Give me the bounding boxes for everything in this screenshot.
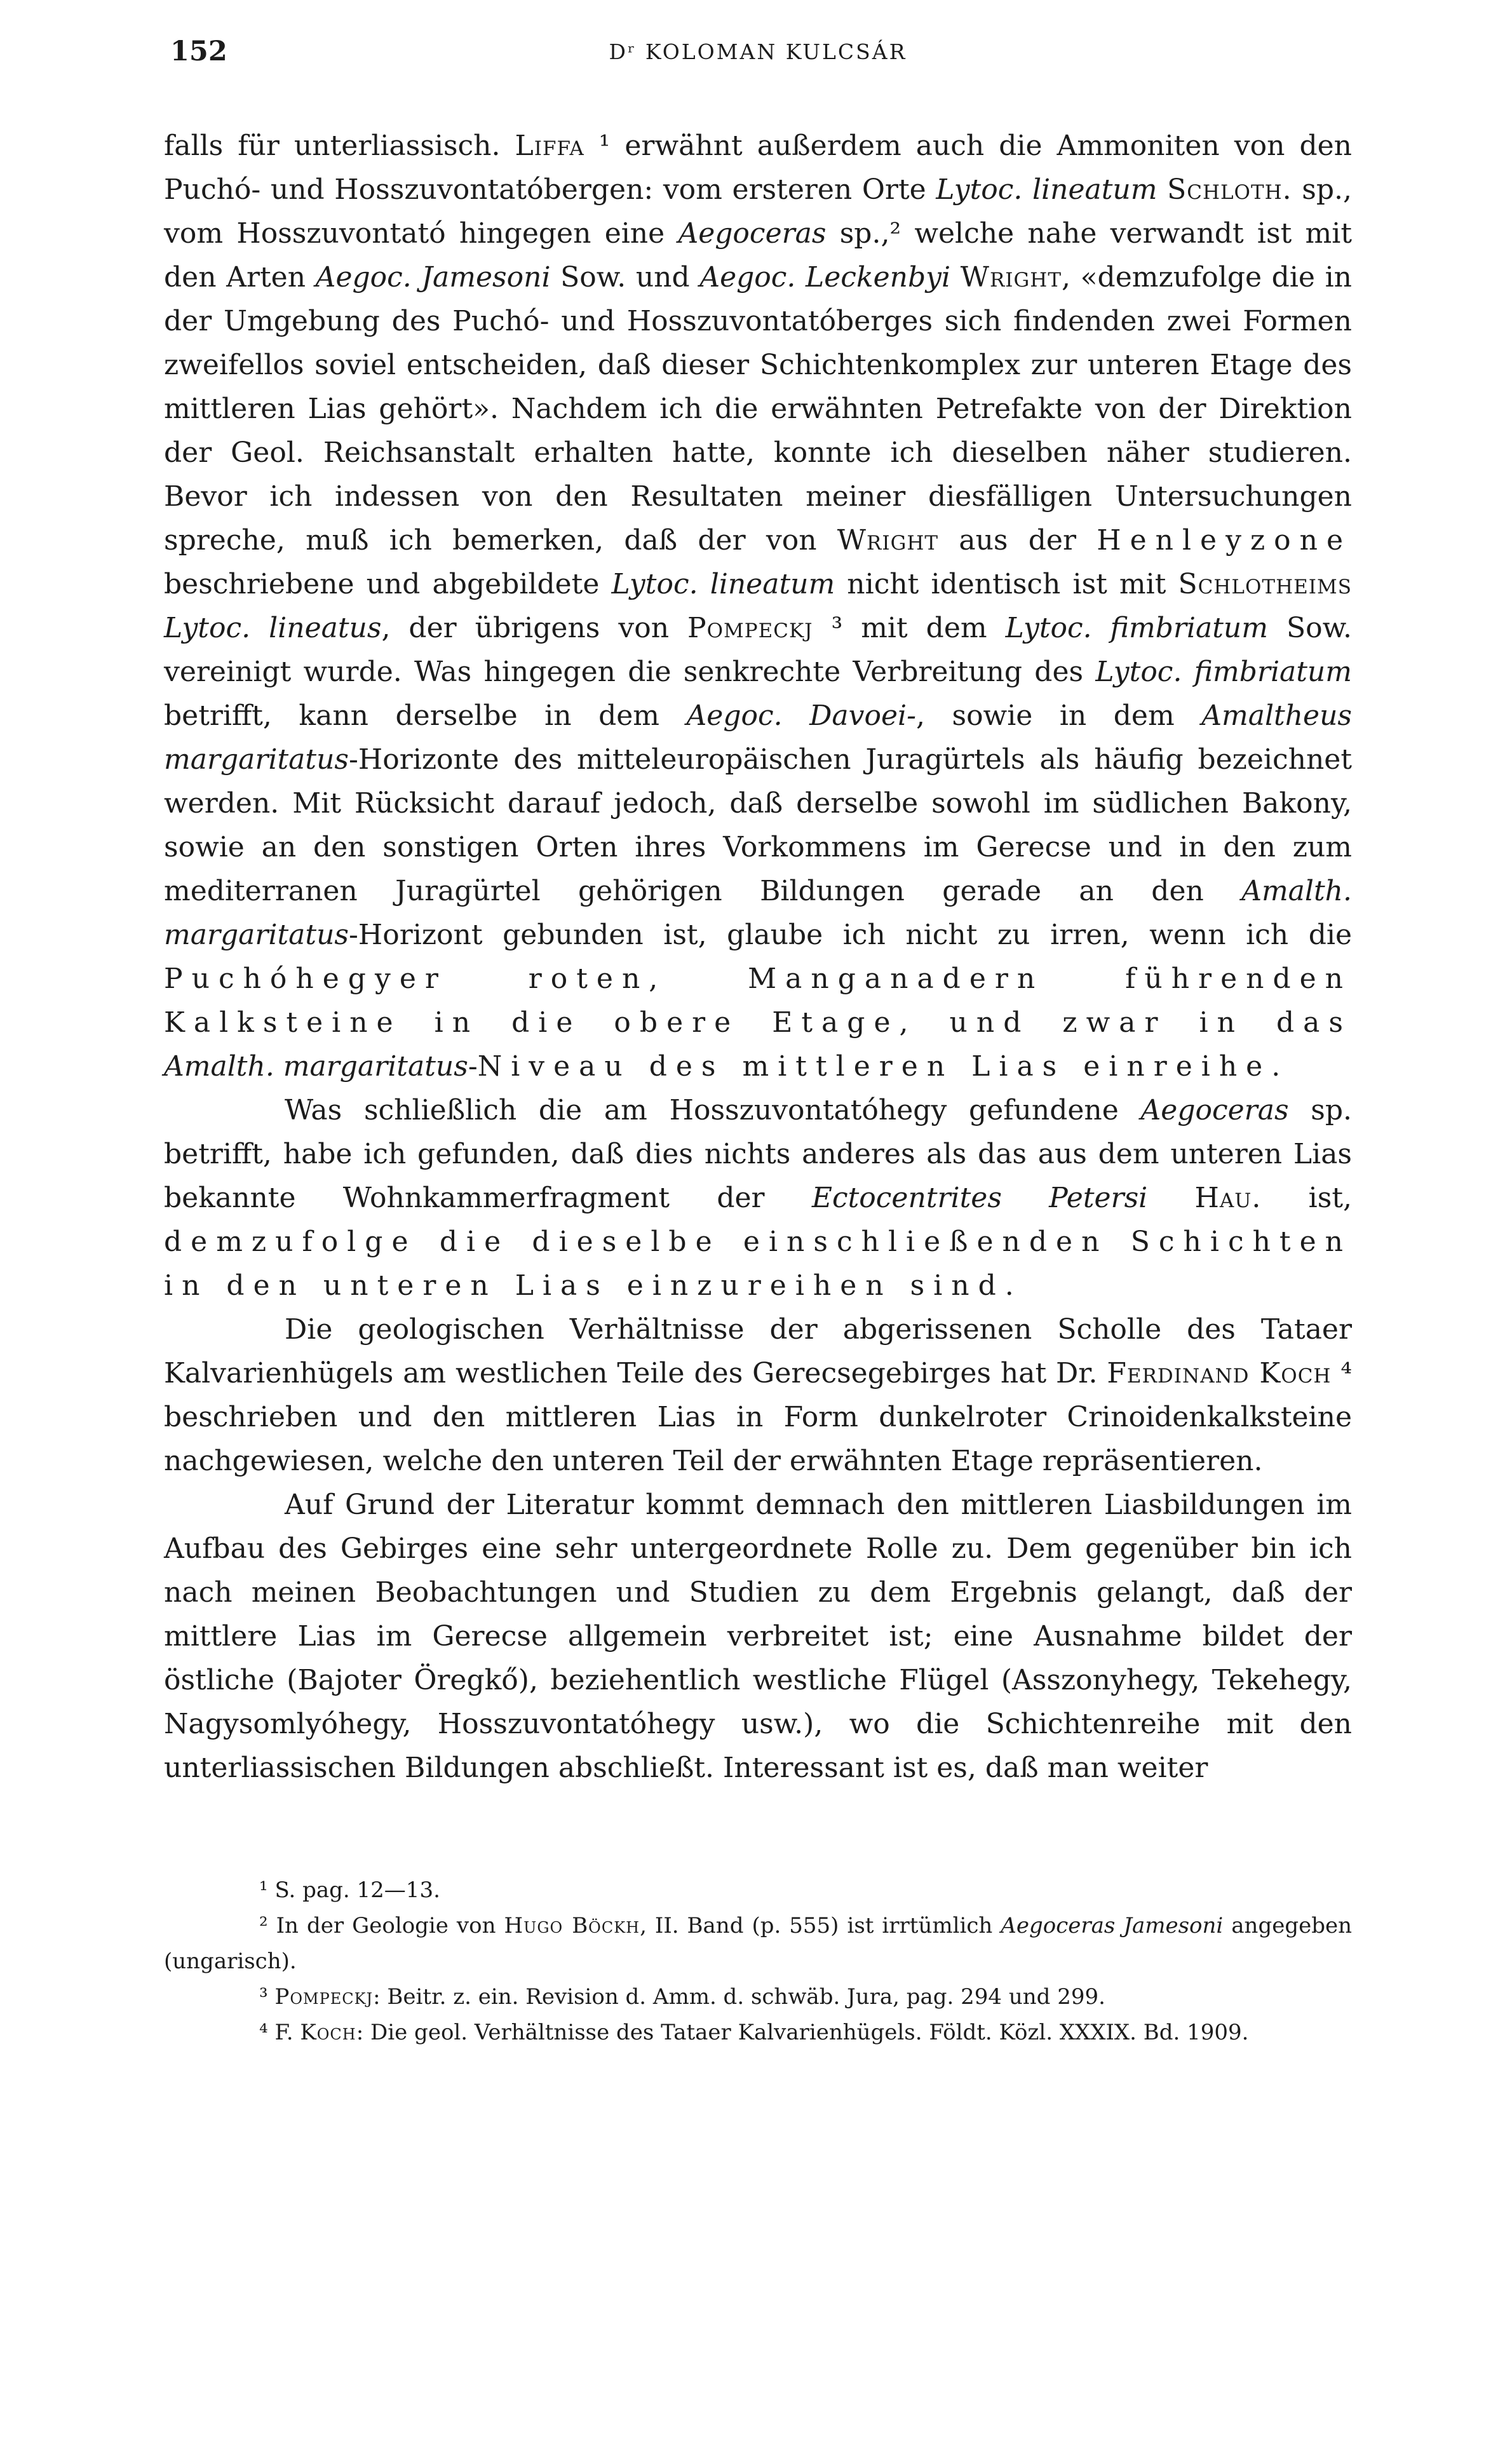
spaced-run: demzufolge die dieselbe einschließenden Schichten in den unteren Lias einzureihen sind. xyxy=(164,1226,1352,1302)
document-page xyxy=(164,25,1352,2414)
text-run: beschriebene und abgebildete xyxy=(164,568,612,600)
spaced-run: Puchóhegyer roten, Manganadern führenden Kalksteine in die obere Etage, und zwar in das xyxy=(164,963,1352,1039)
text-run: - xyxy=(468,1050,478,1083)
text-run: sp.,² welche nahe verwandt ist mit den Arten xyxy=(164,217,1352,294)
paragraph xyxy=(164,1483,1352,1790)
paragraph xyxy=(164,124,1352,1088)
small-caps-run: Hau. xyxy=(1194,1182,1262,1214)
spaced-run: Henleyzone xyxy=(1097,524,1352,557)
footnote xyxy=(164,1872,1352,1908)
text-run xyxy=(1157,173,1167,206)
text-run: , «demzufolge die in der Umgebung des Puchó- und Hosszuvontatóberges sich findenden zwei Formen zweifellos soviel entscheiden, daß dieser Schichtenkomplex zur unteren Etage des mittleren Lias gehört». Nachdem ich die erwähnten Petrefakte von der Direktion der Geol. Reichsanstalt erhalten hatte, konnte ich dieselben näher studieren. Bevor ich indessen von den Resultaten meiner diesfälligen Untersuchungen spreche, muß ich bemerken, daß der von xyxy=(164,261,1352,557)
italic-run: Amalth. margaritatus xyxy=(164,1050,468,1083)
italic-run: Aegoceras xyxy=(678,217,827,250)
body-text xyxy=(164,124,1352,1790)
text-run xyxy=(1147,1182,1194,1214)
text-run: ¹ erwähnt außerdem auch die Ammoniten von den Puchó- und Hosszuvontatóbergen: vom ersteren Orte xyxy=(164,130,1352,206)
text-run: , sowie in dem xyxy=(915,700,1202,732)
small-caps-run: Pompeckj xyxy=(687,612,813,644)
footnote xyxy=(164,1979,1352,2015)
text-run: ⁴ beschrieben und den mittleren Lias in Form dunkelroter Crinoidenkalksteine nachgewiesen, welche den unteren Teil der erwähnten Etage repräsentieren. xyxy=(164,1357,1352,1477)
text-run: ³ xyxy=(259,1984,275,2010)
small-caps-run: Liffa xyxy=(515,130,584,162)
paragraph xyxy=(164,1308,1352,1483)
text-run: sp., vom Hosszuvontató hingegen eine xyxy=(164,173,1352,250)
small-caps-run: Koch xyxy=(300,2020,356,2045)
text-run: : Beitr. z. ein. Revision d. Amm. d. schwäb. Jura, pag. 294 und 299. xyxy=(373,1984,1105,2010)
text-run: Sow. vereinigt wurde. Was hingegen die senkrechte Verbreitung des xyxy=(164,612,1353,688)
text-run: ³ mit dem xyxy=(813,612,1006,644)
text-run: sp. betrifft, habe ich gefunden, daß dies nichts anderes als das aus dem unteren Lias bekannte Wohnkammerfragment der xyxy=(164,1094,1352,1214)
text-run: angegeben (ungarisch). xyxy=(164,1913,1352,1974)
page-header xyxy=(164,25,1352,86)
text-run xyxy=(950,261,961,294)
page-number: 152 xyxy=(170,36,227,67)
spaced-run: Niveau des mittleren Lias einreihe. xyxy=(477,1050,1290,1083)
small-caps-run: Wright xyxy=(837,524,939,557)
text-run: Was schließlich die am Hosszuvontatóhegy gefundene xyxy=(285,1094,1141,1126)
text-run: ² In der Geologie von xyxy=(259,1913,504,1938)
italic-run: Lytoc. lineatum xyxy=(936,173,1158,206)
small-caps-run: Wright xyxy=(960,261,1062,294)
small-caps-run: Ferdinand Koch xyxy=(1107,1357,1332,1390)
text-run: , der übrigens von xyxy=(381,612,688,644)
italic-run: Amaltheus margaritatus xyxy=(164,700,1352,776)
text-run: -Horizont gebunden ist, glaube ich nicht zu irren, wenn ich die xyxy=(349,919,1352,951)
running-head: Dʳ KOLOMAN KULCSÁR xyxy=(609,39,907,64)
text-run: Sow. und xyxy=(550,261,700,294)
text-run: falls für unterliassisch. xyxy=(164,130,515,162)
italic-run: Lytoc. lineatus xyxy=(164,612,382,644)
text-run: Die geologischen Verhältnisse der abgerissenen Scholle des Tataer Kalvarienhügels am westlichen Teile des Gerecsegebirges hat Dr. xyxy=(164,1313,1352,1390)
paragraph xyxy=(164,1088,1352,1308)
text-run: ⁴ F. xyxy=(259,2020,300,2045)
footnote xyxy=(164,1908,1352,1979)
italic-run: Aegoc. Jamesoni xyxy=(315,261,551,294)
small-caps-run: Schlotheims xyxy=(1178,568,1352,600)
italic-run: Lytoc. lineatum xyxy=(611,568,835,600)
italic-run: Aegoc. Leckenbyi xyxy=(699,261,951,294)
footnote xyxy=(164,2015,1352,2050)
text-run: betrifft, kann derselbe in dem xyxy=(164,700,687,732)
italic-run: Amalth. margaritatus xyxy=(164,875,1352,951)
text-run: ist, xyxy=(1261,1182,1352,1214)
text-run: : Die geol. Verhältnisse des Tataer Kalvarienhügels. Földt. Közl. XXXIX. Bd. 1909. xyxy=(356,2020,1249,2045)
italic-run: Aegoc. Davoei- xyxy=(686,700,916,732)
italic-run: Aegoceras Jamesoni xyxy=(1001,1913,1224,1938)
footnotes xyxy=(164,1872,1352,2050)
italic-run: Lytoc. fimbriatum xyxy=(1095,656,1352,688)
text-run: aus der xyxy=(938,524,1097,557)
text-run: nicht identisch ist mit xyxy=(835,568,1178,600)
small-caps-run: Pompeckj xyxy=(274,1984,374,2010)
italic-run: Lytoc. fimbriatum xyxy=(1005,612,1268,644)
text-run: -Horizonte des mitteleuropäischen Juragürtels als häufig bezeichnet werden. Mit Rücksicht darauf jedoch, daß derselbe sowohl im südlichen Bakony, sowie an den sonstigen Orten ihres Vorkommens im Gerecse und in den zum mediterranen Juragürtel gehörigen Bildungen gerade an den xyxy=(164,743,1352,907)
small-caps-run: Schloth. xyxy=(1167,173,1292,206)
text-run: , II. Band (p. 555) ist irrtümlich xyxy=(640,1913,1001,1938)
text-run: ¹ S. pag. 12—13. xyxy=(259,1877,440,1903)
italic-run: Ectocentrites Petersi xyxy=(811,1182,1148,1214)
small-caps-run: Hugo Böckh xyxy=(504,1913,640,1938)
text-run: Auf Grund der Literatur kommt demnach den mittleren Liasbildungen im Aufbau des Gebirges eine sehr untergeordnete Rolle zu. Dem gegenüber bin ich nach meinen Beobachtungen und Studien zu dem Ergebnis gelangt, daß der mittlere Lias im Gerecse allgemein verbreitet ist; eine Ausnahme bildet der östliche (Bajoter Öregkő), beziehentlich westliche Flügel (Asszonyhegy, Tekehegy, Nagysomlyóhegy, Hosszuvontatóhegy usw.), wo die Schichtenreihe mit den unterliassischen Bildungen abschließt. Interessant ist es, daß man weiter xyxy=(164,1489,1352,1784)
italic-run: Aegoceras xyxy=(1140,1094,1289,1126)
